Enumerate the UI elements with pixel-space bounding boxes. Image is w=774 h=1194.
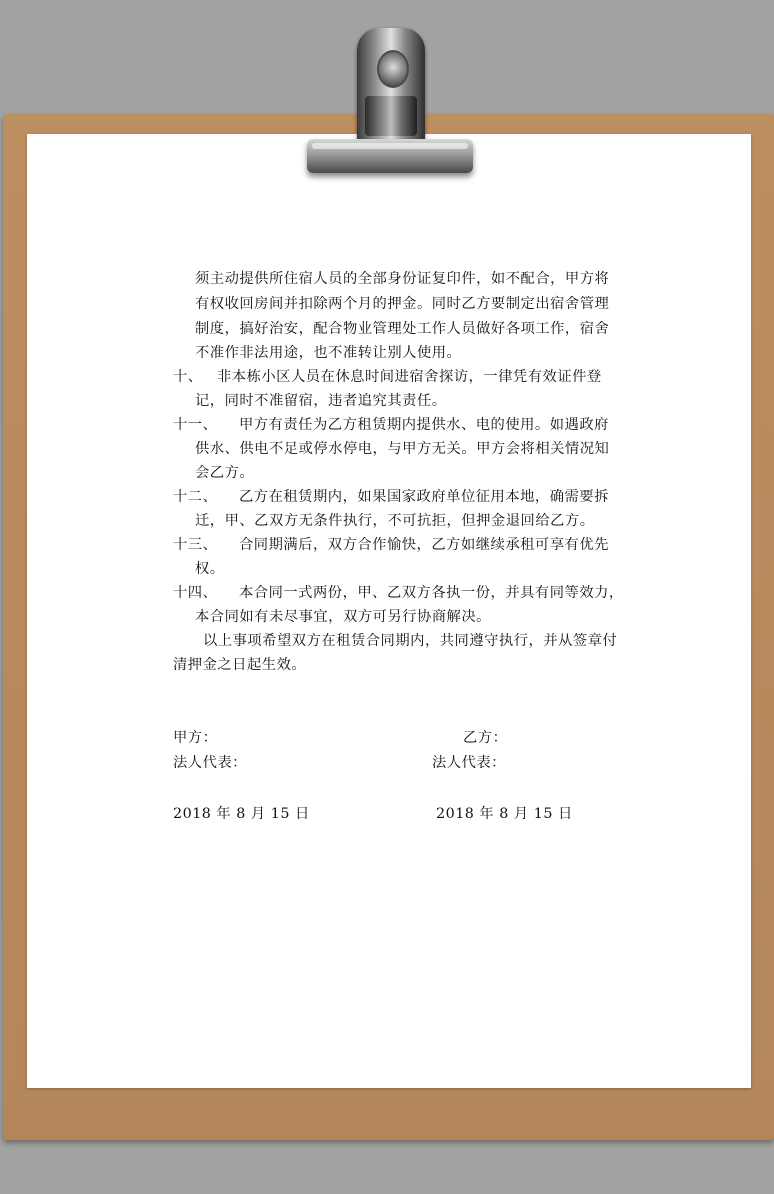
clip-hole — [377, 50, 409, 88]
clause-text: 迁，甲、乙双方无条件执行，不可抗拒，但押金退回给乙方。 — [195, 513, 595, 529]
intro-line: 不准作非法用途，也不准转让别人使用。 — [195, 345, 462, 361]
clause-text: 乙方在租赁期内，如果国家政府单位征用本地，确需要拆 — [239, 489, 609, 505]
clause-text: 供水、供电不足或停水停电，与甲方无关。甲方会将相关情况知 — [195, 441, 610, 457]
clause-text: 甲方有责任为乙方租赁期内提供水、电的使用。如遇政府 — [239, 417, 609, 433]
party-b-label: 乙方： — [463, 730, 508, 746]
party-a-label: 甲方： — [173, 730, 218, 746]
closing-line: 以上事项希望双方在租赁合同期内，共同遵守执行，并从签章付 — [203, 633, 618, 649]
clause-text: 记，同时不准留宿，违者追究其责任。 — [195, 393, 447, 409]
clause-text: 非本栋小区人员在休息时间进宿舍探访，一律凭有效证件登 — [217, 369, 602, 385]
clause-text: 合同期满后，双方合作愉快，乙方如继续承租可享有优先 — [239, 537, 609, 553]
date-a: 2018 年 8 月 15 日 — [173, 806, 310, 822]
intro-line: 有权收回房间并扣除两个月的押金。同时乙方要制定出宿舍管理 — [195, 296, 610, 312]
clause-number: 十四、 — [173, 585, 218, 601]
clause-number: 十二、 — [173, 489, 218, 505]
clause-number: 十三、 — [173, 537, 218, 553]
clause-text: 权。 — [195, 561, 225, 577]
clip-shine — [312, 143, 468, 149]
clip-hinge — [365, 96, 417, 136]
intro-line: 须主动提供所住宿人员的全部身份证复印件，如不配合，甲方将 — [195, 271, 610, 287]
intro-line: 制度，搞好治安，配合物业管理处工作人员做好各项工作，宿舍 — [195, 321, 610, 337]
clause-text: 会乙方。 — [195, 465, 255, 481]
clause-text: 本合同一式两份，甲、乙双方各执一份，并具有同等效力， — [239, 585, 624, 601]
closing-line: 清押金之日起生效。 — [173, 657, 307, 673]
clause-text: 本合同如有未尽事宜，双方可另行协商解决。 — [195, 609, 491, 625]
date-b: 2018 年 8 月 15 日 — [436, 806, 573, 822]
clause-number: 十一、 — [173, 417, 218, 433]
rep-b-label: 法人代表： — [432, 755, 506, 771]
rep-a-label: 法人代表： — [173, 755, 247, 771]
clause-number: 十、 — [173, 369, 203, 385]
